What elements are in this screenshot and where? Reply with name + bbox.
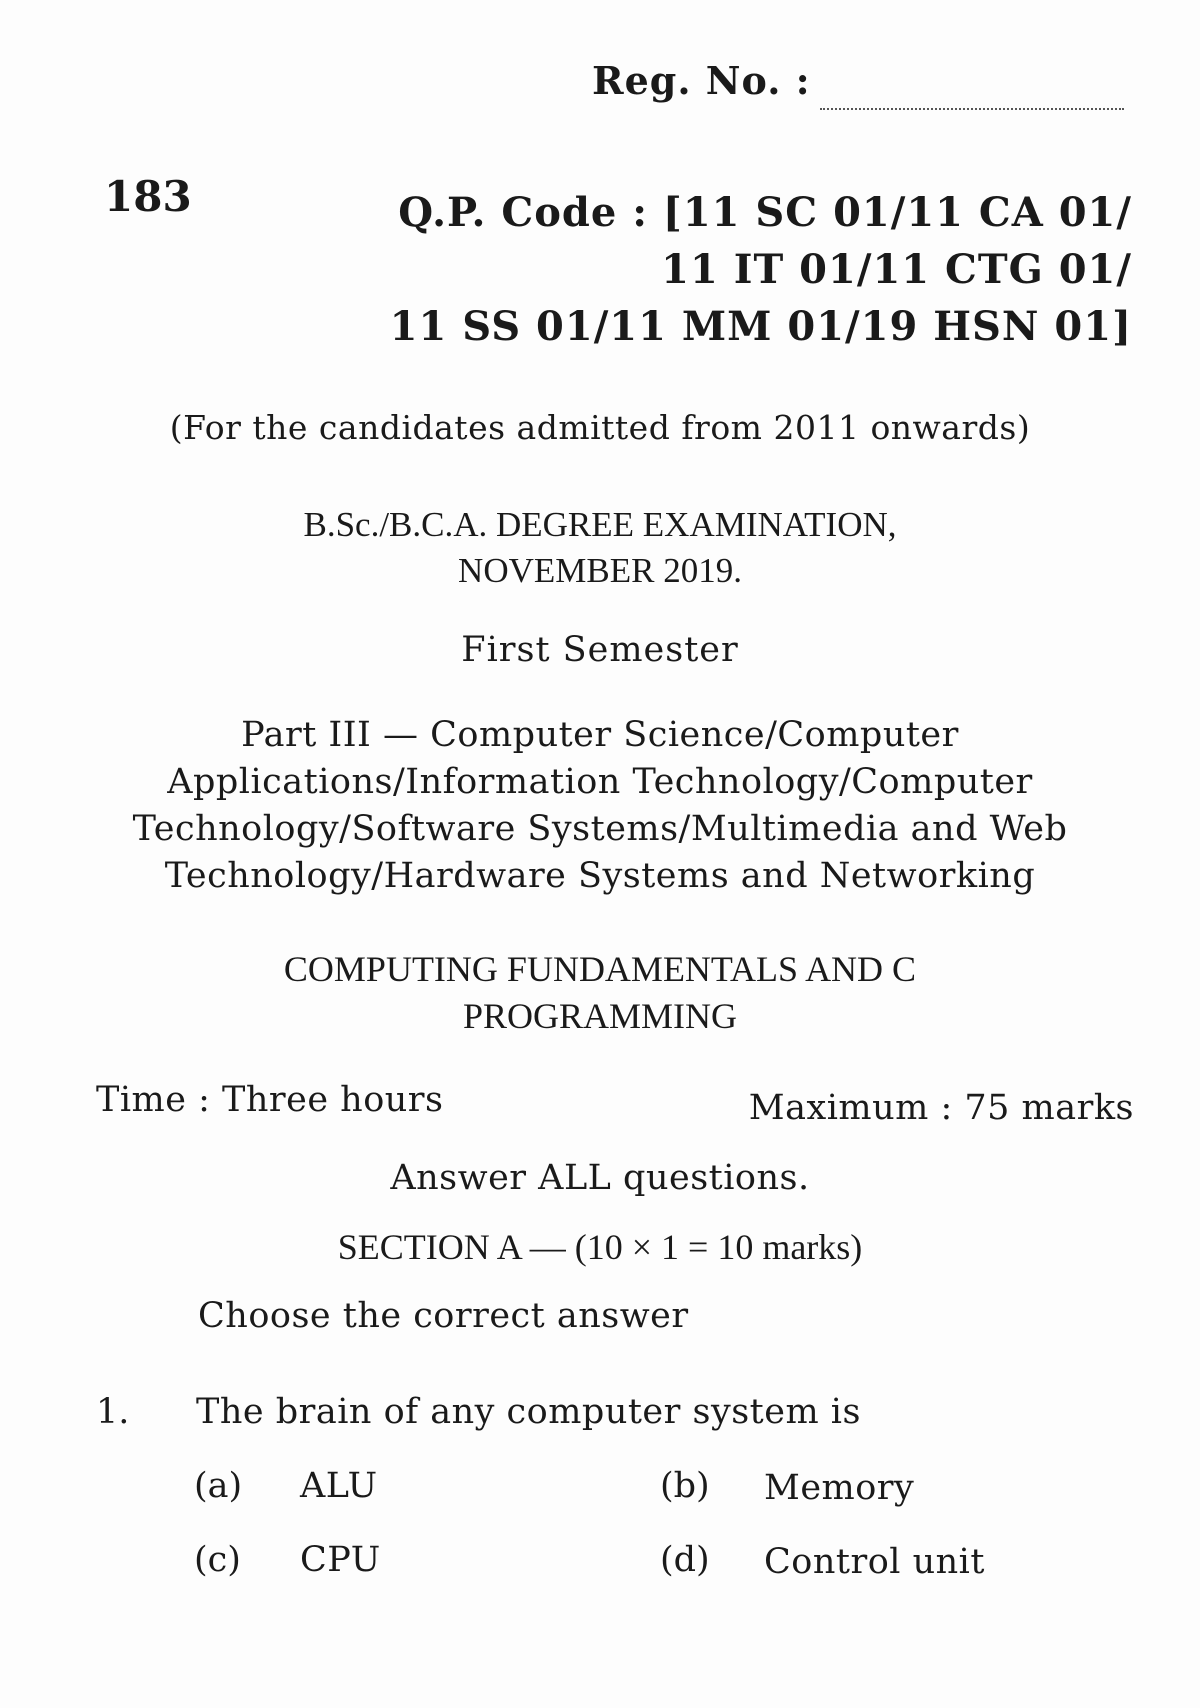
- time-allowed: Time : Three hours: [96, 1080, 444, 1120]
- reg-no-label: Reg. No. :: [592, 58, 811, 103]
- choose-instruction: Choose the correct answer: [198, 1296, 689, 1336]
- qp-code-line: Q.P. Code : [11 SC 01/11 CA 01/: [398, 189, 1132, 236]
- qp-code-line: 11 SS 01/11 MM 01/19 HSN 01]: [389, 303, 1132, 350]
- option-text: CPU: [300, 1540, 381, 1580]
- exam-month-line: NOVEMBER 2019.: [458, 551, 742, 590]
- part-line: Part III — Computer Science/Computer: [241, 715, 959, 755]
- option-letter: (a): [194, 1466, 243, 1506]
- question-number: 1.: [96, 1392, 130, 1432]
- subject-line: COMPUTING FUNDAMENTALS AND C: [283, 949, 917, 989]
- candidates-note: (For the candidates admitted from 2011 onwards): [169, 408, 1031, 447]
- maximum-marks: Maximum : 75 marks: [748, 1088, 1134, 1128]
- subject-line: PROGRAMMING: [462, 996, 738, 1036]
- part-line: Applications/Information Technology/Computer: [167, 762, 1033, 802]
- answer-all-instruction: Answer ALL questions.: [390, 1158, 810, 1198]
- qp-code-block: [390, 184, 1132, 355]
- option-text: Control unit: [764, 1542, 985, 1582]
- option-text: Memory: [764, 1468, 915, 1508]
- option-letter: (c): [194, 1540, 241, 1580]
- subject-title: [0, 946, 1200, 1040]
- semester-label: First Semester: [461, 630, 739, 670]
- qp-code-line: 11 IT 01/11 CTG 01/: [661, 246, 1132, 293]
- part-description: [0, 712, 1200, 900]
- reg-no-dotted-line: [820, 108, 1124, 110]
- option-letter: (b): [660, 1466, 710, 1506]
- paper-number: 183: [104, 172, 192, 221]
- section-heading: SECTION A — (10 × 1 = 10 marks): [337, 1227, 863, 1267]
- part-line: Technology/Software Systems/Multimedia and Web: [132, 809, 1068, 849]
- degree-title: [0, 502, 1200, 594]
- degree-line: B.Sc./B.C.A. DEGREE EXAMINATION,: [303, 505, 897, 544]
- question-text: The brain of any computer system is: [196, 1392, 861, 1432]
- option-letter: (d): [660, 1540, 710, 1580]
- part-line: Technology/Hardware Systems and Networking: [164, 856, 1036, 896]
- option-text: ALU: [300, 1466, 378, 1506]
